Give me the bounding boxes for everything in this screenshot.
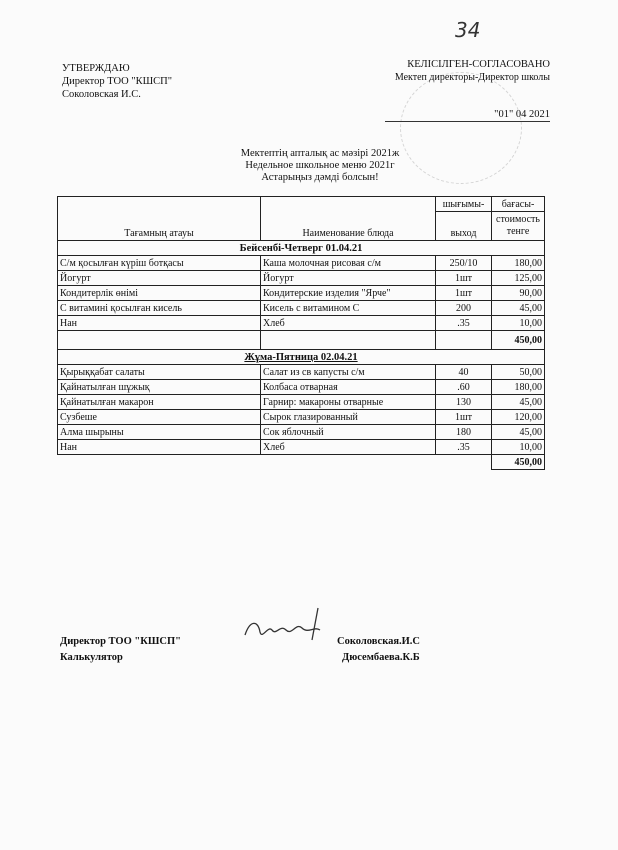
total-row bbox=[58, 331, 545, 350]
table-header-row bbox=[58, 197, 545, 212]
approval-right-title: КЕЛІСІЛГЕН-СОГЛАСОВАНО bbox=[407, 59, 550, 70]
header-col-price-top: бағасы- bbox=[492, 197, 545, 212]
table-row bbox=[58, 286, 545, 301]
dish-output: 40 bbox=[436, 365, 492, 380]
dish-output: .60 bbox=[436, 380, 492, 395]
footer-calc-name: Дюсембаева.К.Б bbox=[342, 652, 420, 663]
dish-price: 180,00 bbox=[492, 256, 545, 271]
total-blank bbox=[261, 455, 436, 470]
total-blank bbox=[436, 331, 492, 350]
dish-ru: Хлеб bbox=[261, 440, 436, 455]
handwritten-signature bbox=[240, 600, 330, 650]
approval-left-position: Директор ТОО "КШСП" bbox=[62, 76, 173, 87]
footer-calc-label: Калькулятор bbox=[60, 652, 123, 663]
table-row bbox=[58, 365, 545, 380]
dish-price: 45,00 bbox=[492, 301, 545, 316]
approval-right-date: "01" 04 2021 bbox=[385, 108, 550, 122]
dish-output: 180 bbox=[436, 425, 492, 440]
dish-kz: Нан bbox=[58, 440, 261, 455]
dish-ru: Салат из св капусты с/м bbox=[261, 365, 436, 380]
dish-output: 1шт bbox=[436, 410, 492, 425]
approval-right-position: Мектеп директоры-Директор школы bbox=[394, 72, 550, 83]
dish-output: .35 bbox=[436, 316, 492, 331]
dish-kz: Нан bbox=[58, 316, 261, 331]
dish-output: 250/10 bbox=[436, 256, 492, 271]
dish-ru: Каша молочная рисовая с/м bbox=[261, 256, 436, 271]
title-kz: Мектептің апталық ас мәзірі 2021ж bbox=[240, 148, 400, 159]
day-title-row bbox=[58, 350, 545, 365]
approval-right bbox=[385, 58, 550, 122]
dish-output: 1шт bbox=[436, 286, 492, 301]
approval-left bbox=[62, 62, 172, 101]
dish-price: 50,00 bbox=[492, 365, 545, 380]
dish-price: 45,00 bbox=[492, 395, 545, 410]
table-row bbox=[58, 316, 545, 331]
dish-kz: С/м қосылған күріш ботқасы bbox=[58, 256, 261, 271]
dish-price: 90,00 bbox=[492, 286, 545, 301]
table-row bbox=[58, 440, 545, 455]
dish-output: 200 bbox=[436, 301, 492, 316]
total-blank bbox=[58, 455, 261, 470]
table-row bbox=[58, 256, 545, 271]
header-col-price-unit: тенге bbox=[506, 226, 530, 237]
table-row bbox=[58, 301, 545, 316]
day-total: 450,00 bbox=[492, 455, 545, 470]
table-row bbox=[58, 425, 545, 440]
dish-price: 45,00 bbox=[492, 425, 545, 440]
header-col-kz: Тағамның атауы bbox=[58, 197, 261, 241]
table-row bbox=[58, 380, 545, 395]
total-blank bbox=[261, 331, 436, 350]
dish-output: 1шт bbox=[436, 271, 492, 286]
dish-ru: Сырок глазированный bbox=[261, 410, 436, 425]
footer-director-label: Директор ТОО "КШСП" bbox=[60, 636, 181, 647]
approval-left-name: Соколовская И.С. bbox=[62, 89, 141, 100]
total-blank bbox=[58, 331, 261, 350]
menu-titles bbox=[170, 148, 470, 184]
menu-table bbox=[57, 196, 545, 470]
dish-ru: Колбаса отварная bbox=[261, 380, 436, 395]
total-row bbox=[58, 455, 545, 470]
dish-output: 130 bbox=[436, 395, 492, 410]
dish-price: 180,00 bbox=[492, 380, 545, 395]
dish-kz: Қайнатылған макарон bbox=[58, 395, 261, 410]
dish-ru: Кисель с витамином С bbox=[261, 301, 436, 316]
table-row bbox=[58, 395, 545, 410]
dish-price: 120,00 bbox=[492, 410, 545, 425]
dish-kz: Сузбеше bbox=[58, 410, 261, 425]
dish-kz: Қайнатылған шұжық bbox=[58, 380, 261, 395]
dish-price: 10,00 bbox=[492, 316, 545, 331]
dish-kz: С витамині қосылған кисель bbox=[58, 301, 261, 316]
dish-kz: Қырыққабат салаты bbox=[58, 365, 261, 380]
header-col-price-bottom bbox=[492, 212, 545, 241]
dish-price: 10,00 bbox=[492, 440, 545, 455]
dish-ru: Йогурт bbox=[261, 271, 436, 286]
dish-ru: Сок яблочный bbox=[261, 425, 436, 440]
dish-ru: Гарнир: макароны отварные bbox=[261, 395, 436, 410]
table-row bbox=[58, 410, 545, 425]
dish-kz: Йогурт bbox=[58, 271, 261, 286]
day-title-row bbox=[58, 241, 545, 256]
day-title: Бейсенбі-Четверг 01.04.21 bbox=[58, 241, 545, 256]
page-number: 34 bbox=[455, 18, 481, 42]
header-col-price-mid: стоимость bbox=[496, 214, 540, 225]
footer-director-name: Соколовская.И.С bbox=[337, 636, 421, 647]
dish-kz: Алма шырыны bbox=[58, 425, 261, 440]
approval-left-title: УТВЕРЖДАЮ bbox=[62, 63, 130, 74]
header-col-out-bottom: выход bbox=[436, 212, 492, 241]
day-total: 450,00 bbox=[492, 331, 545, 350]
table-row bbox=[58, 271, 545, 286]
title-wish: Астарыңыз дәмді болсын! bbox=[261, 172, 379, 183]
header-col-ru: Наименование блюда bbox=[261, 197, 436, 241]
dish-ru: Хлеб bbox=[261, 316, 436, 331]
dish-ru: Кондитерские изделия "Ярче" bbox=[261, 286, 436, 301]
dish-price: 125,00 bbox=[492, 271, 545, 286]
dish-output: .35 bbox=[436, 440, 492, 455]
dish-kz: Кондитерлік өнімі bbox=[58, 286, 261, 301]
header-col-out-top: шығымы- bbox=[436, 197, 492, 212]
title-ru: Недельное школьное меню 2021г bbox=[245, 160, 395, 171]
total-blank bbox=[436, 455, 492, 470]
day-title: Жұма-Пятница 02.04.21 bbox=[58, 350, 545, 365]
